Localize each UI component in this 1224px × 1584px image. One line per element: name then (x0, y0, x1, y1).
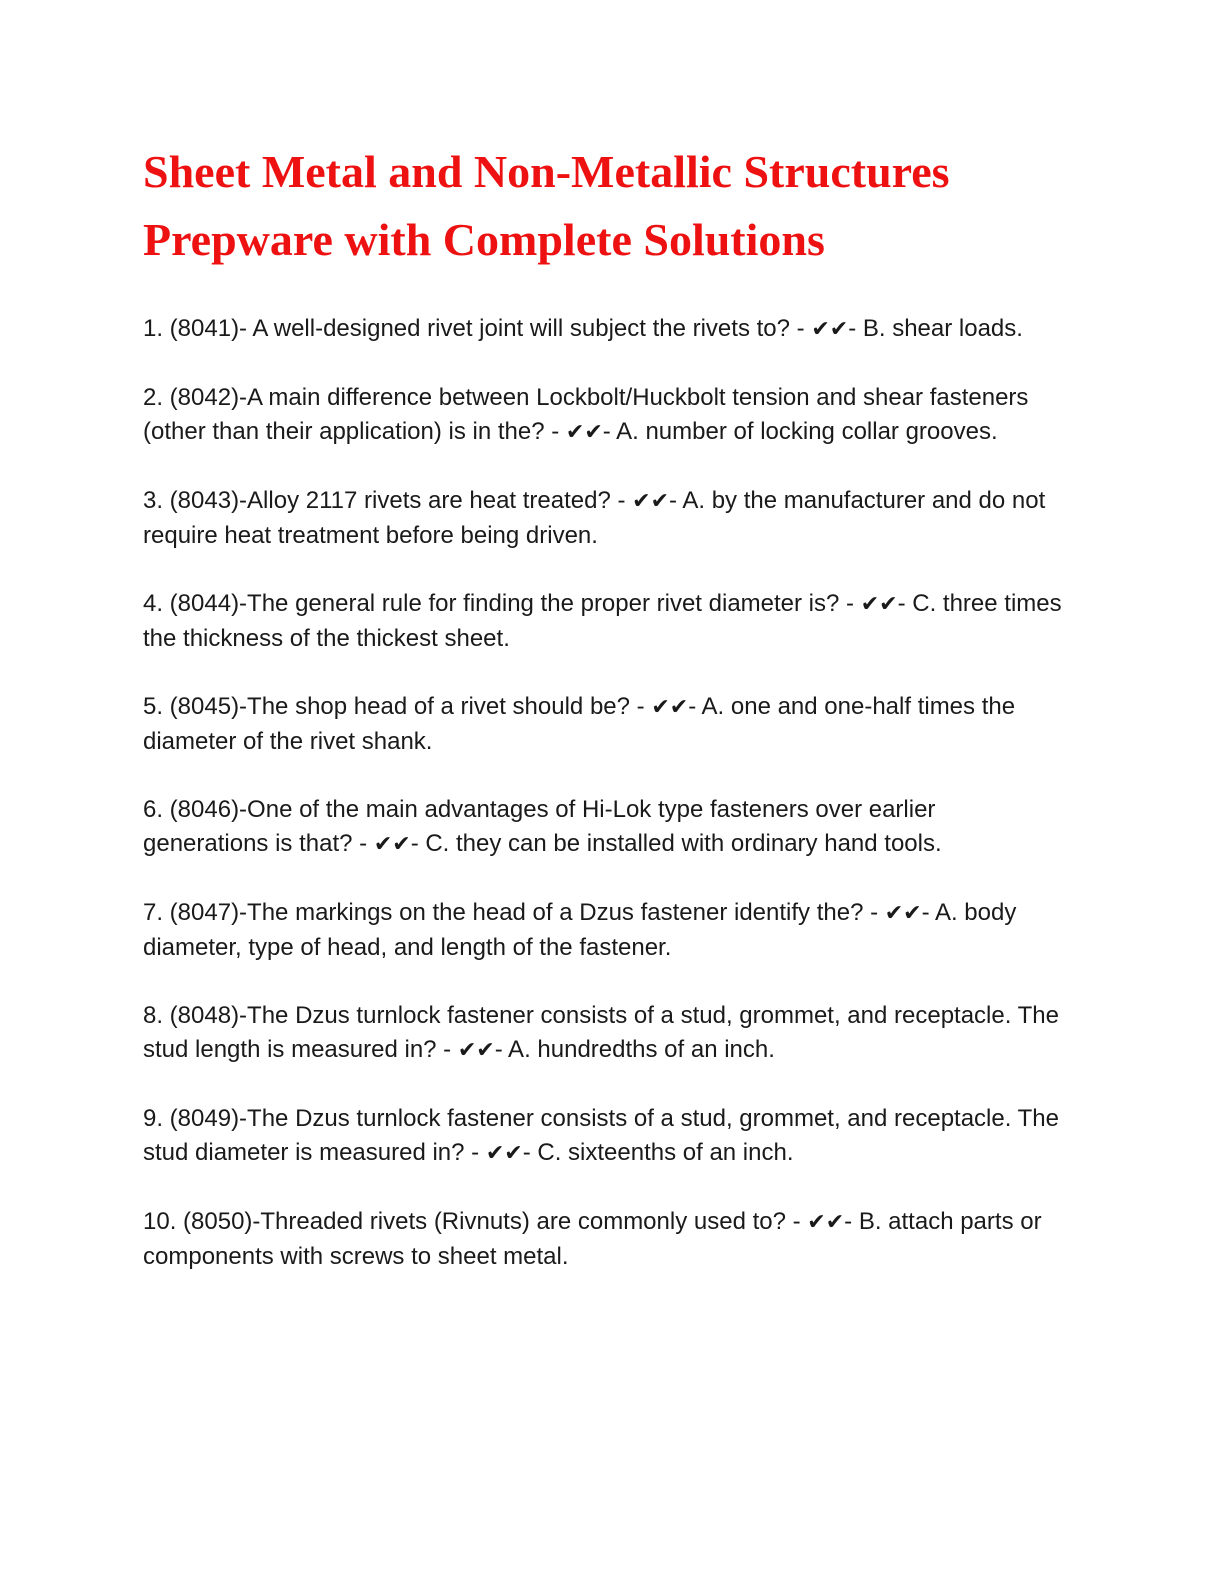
qa-item (143, 690, 1063, 759)
qa-item (143, 896, 1063, 965)
answer-text: - C. three times the thickness of the thickest sheet. (143, 590, 1062, 652)
qa-item (143, 1102, 1063, 1171)
qa-item (143, 312, 1063, 347)
answer-text: - B. shear loads. (848, 315, 1023, 342)
question-text: 10. (8050)-Threaded rivets (Rivnuts) are commonly used to? - (143, 1208, 808, 1235)
qa-item (143, 1205, 1063, 1274)
question-text: 2. (8042)-A main difference between Lockbolt/Huckbolt tension and shear fasteners (other than their application) is in the? - (143, 384, 1029, 445)
answer-text: - A. body diameter, type of head, and length of the fastener. (143, 899, 1017, 961)
check-mark-icon: ✔✔ (457, 1038, 495, 1063)
document-title (143, 138, 1063, 274)
answer-text: - A. number of locking collar grooves. (602, 418, 998, 445)
check-mark-icon: ✔✔ (632, 489, 670, 514)
question-text: 7. (8047)-The markings on the head of a Dzus fastener identify the? - (143, 899, 885, 926)
check-mark-icon: ✔✔ (807, 1210, 845, 1235)
check-mark-icon: ✔✔ (373, 832, 411, 857)
question-text: 1. (8041)- A well-designed rivet joint will subject the rivets to? - (143, 315, 812, 342)
title-line-1: Sheet Metal and Non-Metallic Structures (143, 146, 950, 197)
question-text: 8. (8048)-The Dzus turnlock fastener consists of a stud, grommet, and receptacle. The stud length is measured in? - (143, 1002, 1059, 1063)
check-mark-icon: ✔✔ (884, 901, 922, 926)
document-page (143, 138, 1063, 1308)
qa-item (143, 793, 1063, 862)
check-mark-icon: ✔✔ (651, 695, 689, 720)
qa-list (143, 312, 1063, 1274)
question-text: 9. (8049)-The Dzus turnlock fastener consists of a stud, grommet, and receptacle. The stud diameter is measured in? - (143, 1105, 1059, 1166)
qa-item (143, 381, 1063, 450)
check-mark-icon: ✔✔ (565, 420, 603, 445)
answer-text: - A. hundredths of an inch. (494, 1036, 775, 1063)
answer-text: - A. by the manufacturer and do not require heat treatment before being driven. (143, 487, 1046, 549)
qa-item (143, 484, 1063, 553)
check-mark-icon: ✔✔ (811, 317, 849, 342)
answer-text: - B. attach parts or components with screws to sheet metal. (143, 1208, 1042, 1270)
answer-text: - C. sixteenths of an inch. (522, 1139, 794, 1166)
qa-item (143, 999, 1063, 1068)
answer-text: - C. they can be installed with ordinary hand tools. (410, 830, 942, 857)
question-text: 6. (8046)-One of the main advantages of Hi-Lok type fasteners over earlier generations is that? - (143, 796, 936, 857)
answer-text: - A. one and one-half times the diameter of the rivet shank. (143, 693, 1016, 755)
question-text: 5. (8045)-The shop head of a rivet should be? - (143, 693, 652, 720)
question-text: 4. (8044)-The general rule for finding the proper rivet diameter is? - (143, 590, 861, 617)
question-text: 3. (8043)-Alloy 2117 rivets are heat treated? - (143, 487, 633, 514)
qa-item (143, 587, 1063, 656)
check-mark-icon: ✔✔ (860, 592, 898, 617)
check-mark-icon: ✔✔ (485, 1141, 523, 1166)
title-line-2: Prepware with Complete Solutions (143, 214, 825, 265)
